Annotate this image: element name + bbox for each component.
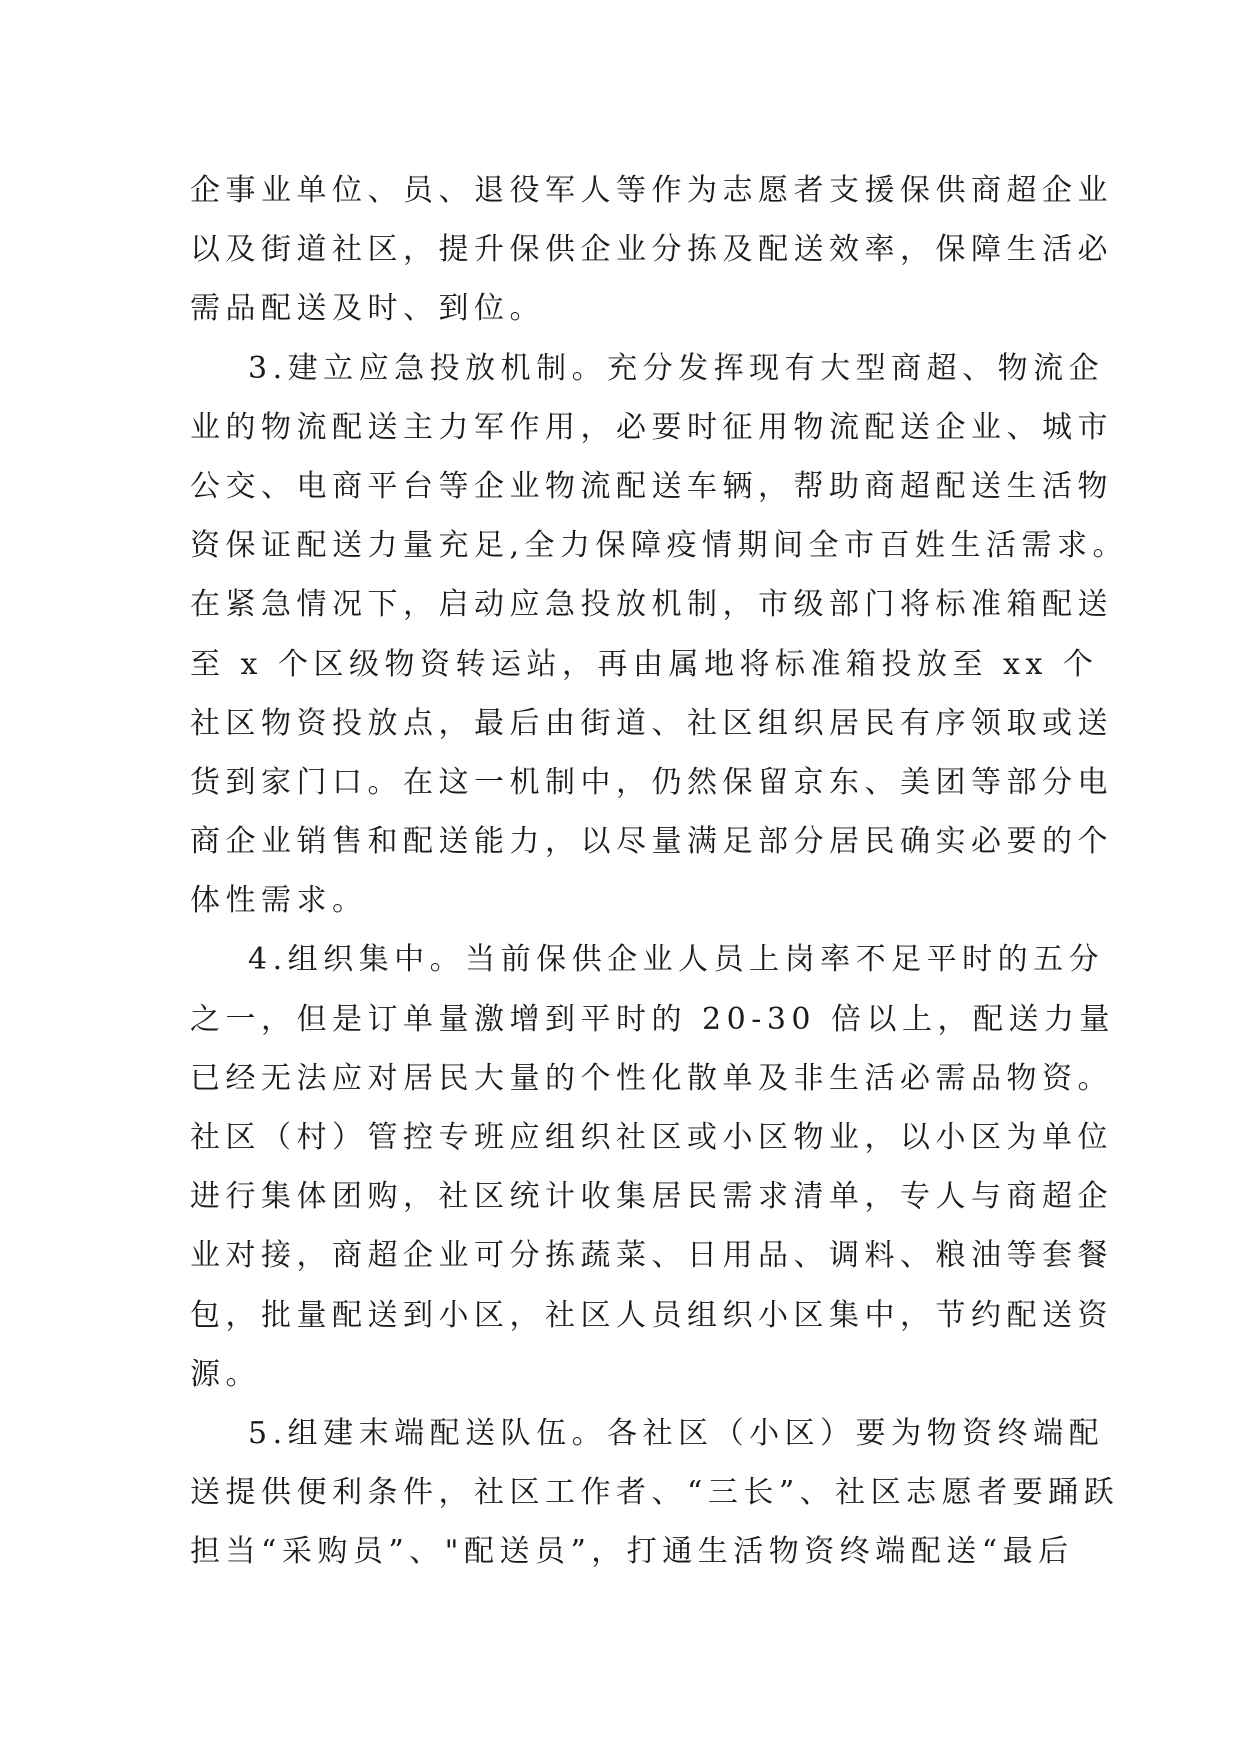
text-line: 公交、电商平台等企业物流配送车辆，帮助商超配送生活物 bbox=[190, 468, 1113, 504]
body-text bbox=[190, 161, 1129, 1582]
paragraph-first-line: 5.组建末端配送队伍。各社区（小区）要为物资终端配 bbox=[248, 1415, 1105, 1451]
text-line: 需品配送及时、到位。 bbox=[190, 291, 545, 327]
text-line: 已经无法应对居民大量的个性化散单及非生活必需品物资。 bbox=[190, 1060, 1113, 1096]
paragraph-first-line: 3.建立应急投放机制。充分发挥现有大型商超、物流企 bbox=[248, 350, 1105, 386]
text-line: 进行集体团购，社区统计收集居民需求清单，专人与商超企 bbox=[190, 1179, 1113, 1215]
paragraph-first-line: 4.组织集中。当前保供企业人员上岗率不足平时的五分 bbox=[248, 942, 1105, 978]
text-line: 以及街道社区，提升保供企业分拣及配送效率，保障生活必 bbox=[190, 232, 1113, 268]
text-line: 业的物流配送主力军作用，必要时征用物流配送企业、城市 bbox=[190, 409, 1113, 445]
text-line: 商企业销售和配送能力，以尽量满足部分居民确实必要的个 bbox=[190, 824, 1113, 860]
text-line: 资保证配送力量充足,全力保障疫情期间全市百姓生活需求。 bbox=[190, 528, 1129, 564]
text-line: 业对接，商超企业可分拣蔬菜、日用品、调料、粮油等套餐 bbox=[190, 1238, 1113, 1274]
text-line: 在紧急情况下，启动应急投放机制，市级部门将标准箱配送 bbox=[190, 587, 1113, 623]
text-line: 之一，但是订单量激增到平时的 20-30 倍以上，配送力量 bbox=[190, 1001, 1116, 1037]
text-line: 至 x 个区级物资转运站，再由属地将标准箱投放至 xx 个 bbox=[190, 646, 1099, 682]
text-line: 企事业单位、员、退役军人等作为志愿者支援保供商超企业 bbox=[190, 173, 1113, 208]
text-line: 货到家门口。在这一机制中，仍然保留京东、美团等部分电 bbox=[190, 764, 1113, 800]
text-line: 社区（村）管控专班应组织社区或小区物业，以小区为单位 bbox=[190, 1120, 1113, 1155]
text-line: 源。 bbox=[190, 1356, 261, 1392]
text-line: 体性需求。 bbox=[190, 883, 368, 919]
text-line: 送提供便利条件，社区工作者、“三长”、社区志愿者要踊跃 bbox=[190, 1475, 1120, 1511]
text-line: 担当“采购员”、"配送员”，打通生活物资终端配送“最后 bbox=[190, 1534, 1074, 1570]
text-line: 社区物资投放点，最后由街道、社区组织居民有序领取或送 bbox=[190, 705, 1113, 741]
text-line: 包，批量配送到小区，社区人员组织小区集中，节约配送资 bbox=[190, 1297, 1113, 1333]
